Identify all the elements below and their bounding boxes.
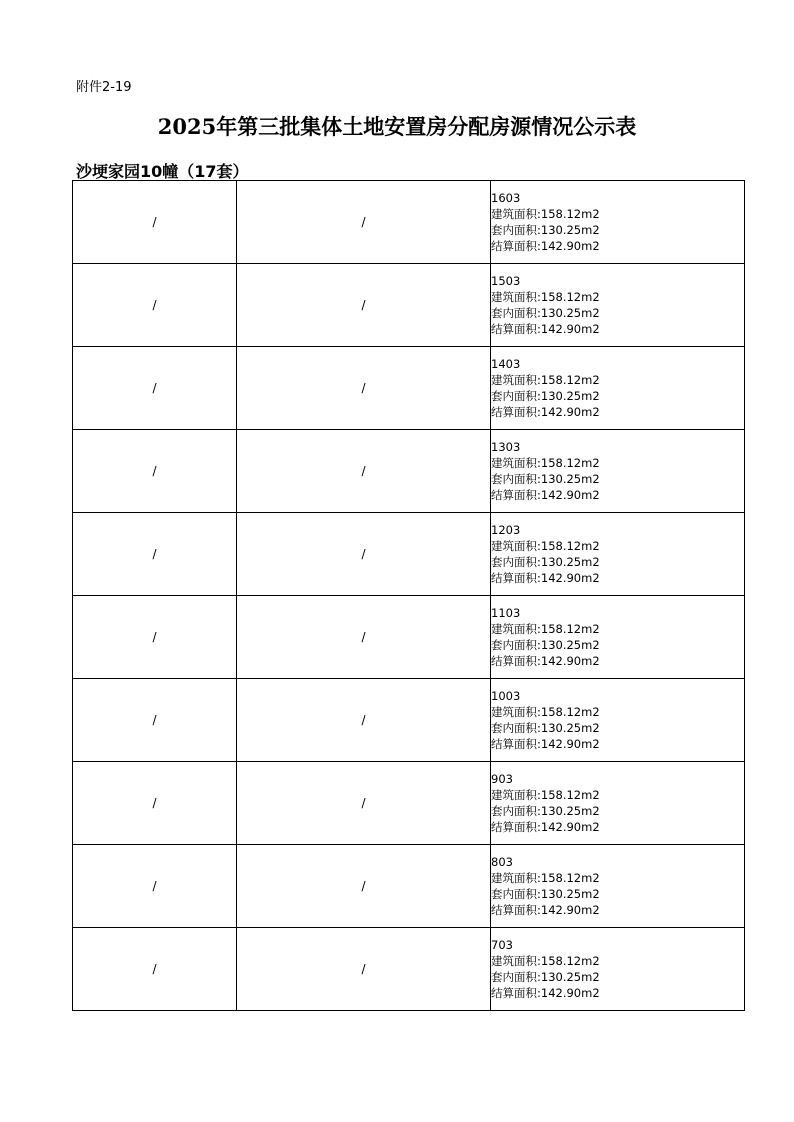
building-area: 建筑面积:158.12m2 [491, 456, 600, 470]
col1-cell: / [73, 679, 237, 762]
inner-area: 套内面积:130.25m2 [491, 638, 600, 652]
room-number: 1403 [491, 357, 521, 371]
room-number: 1303 [491, 440, 521, 454]
settlement-area: 结算面积:142.90m2 [491, 488, 600, 502]
table-row [73, 762, 745, 845]
room-number: 803 [491, 855, 513, 869]
settlement-area: 结算面积:142.90m2 [491, 903, 600, 917]
settlement-area: 结算面积:142.90m2 [491, 820, 600, 834]
room-info-cell [491, 596, 745, 679]
building-subtitle: 沙埂家园10幢（17套） [76, 162, 249, 181]
table-row [73, 596, 745, 679]
col1-cell: / [73, 430, 237, 513]
settlement-area: 结算面积:142.90m2 [491, 654, 600, 668]
building-area: 建筑面积:158.12m2 [491, 373, 600, 387]
col2-cell: / [237, 347, 491, 430]
table-row [73, 928, 745, 1011]
room-info-cell [491, 762, 745, 845]
inner-area: 套内面积:130.25m2 [491, 970, 600, 984]
col2-cell: / [237, 928, 491, 1011]
col2-cell: / [237, 845, 491, 928]
building-area: 建筑面积:158.12m2 [491, 705, 600, 719]
room-info-cell [491, 845, 745, 928]
room-number: 1203 [491, 523, 521, 537]
col2-cell: / [237, 679, 491, 762]
col1-cell: / [73, 845, 237, 928]
table-row [73, 264, 745, 347]
col2-cell: / [237, 264, 491, 347]
col1-cell: / [73, 762, 237, 845]
inner-area: 套内面积:130.25m2 [491, 223, 600, 237]
room-info-cell [491, 679, 745, 762]
inner-area: 套内面积:130.25m2 [491, 389, 600, 403]
table-row [73, 430, 745, 513]
settlement-area: 结算面积:142.90m2 [491, 239, 600, 253]
settlement-area: 结算面积:142.90m2 [491, 737, 600, 751]
col2-cell: / [237, 513, 491, 596]
room-info-cell [491, 264, 745, 347]
table-row [73, 679, 745, 762]
room-info-cell [491, 513, 745, 596]
room-number: 1503 [491, 274, 521, 288]
col1-cell: / [73, 596, 237, 679]
col1-cell: / [73, 347, 237, 430]
room-number: 903 [491, 772, 513, 786]
col1-cell: / [73, 928, 237, 1011]
building-area: 建筑面积:158.12m2 [491, 539, 600, 553]
building-area: 建筑面积:158.12m2 [491, 871, 600, 885]
building-area: 建筑面积:158.12m2 [491, 954, 600, 968]
document-title: 2025年第三批集体土地安置房分配房源情况公示表 [157, 114, 637, 139]
inner-area: 套内面积:130.25m2 [491, 804, 600, 818]
inner-area: 套内面积:130.25m2 [491, 306, 600, 320]
table-row [73, 513, 745, 596]
inner-area: 套内面积:130.25m2 [491, 887, 600, 901]
col1-cell: / [73, 264, 237, 347]
room-info-cell [491, 347, 745, 430]
room-number: 703 [491, 938, 513, 952]
settlement-area: 结算面积:142.90m2 [491, 405, 600, 419]
col2-cell: / [237, 430, 491, 513]
inner-area: 套内面积:130.25m2 [491, 472, 600, 486]
settlement-area: 结算面积:142.90m2 [491, 986, 600, 1000]
room-info-cell [491, 928, 745, 1011]
building-area: 建筑面积:158.12m2 [491, 622, 600, 636]
settlement-area: 结算面积:142.90m2 [491, 322, 600, 336]
building-area: 建筑面积:158.12m2 [491, 788, 600, 802]
col2-cell: / [237, 762, 491, 845]
housing-table [72, 180, 745, 1011]
table-row [73, 845, 745, 928]
col1-cell: / [73, 513, 237, 596]
col2-cell: / [237, 181, 491, 264]
table-row [73, 347, 745, 430]
room-number: 1103 [491, 606, 521, 620]
housing-table-body [73, 181, 745, 1011]
room-info-cell [491, 181, 745, 264]
col1-cell: / [73, 181, 237, 264]
room-info-cell [491, 430, 745, 513]
building-area: 建筑面积:158.12m2 [491, 207, 600, 221]
room-number: 1003 [491, 689, 521, 703]
table-row [73, 181, 745, 264]
inner-area: 套内面积:130.25m2 [491, 555, 600, 569]
building-area: 建筑面积:158.12m2 [491, 290, 600, 304]
inner-area: 套内面积:130.25m2 [491, 721, 600, 735]
room-number: 1603 [491, 191, 521, 205]
attachment-number: 附件2-19 [76, 80, 132, 95]
col2-cell: / [237, 596, 491, 679]
settlement-area: 结算面积:142.90m2 [491, 571, 600, 585]
